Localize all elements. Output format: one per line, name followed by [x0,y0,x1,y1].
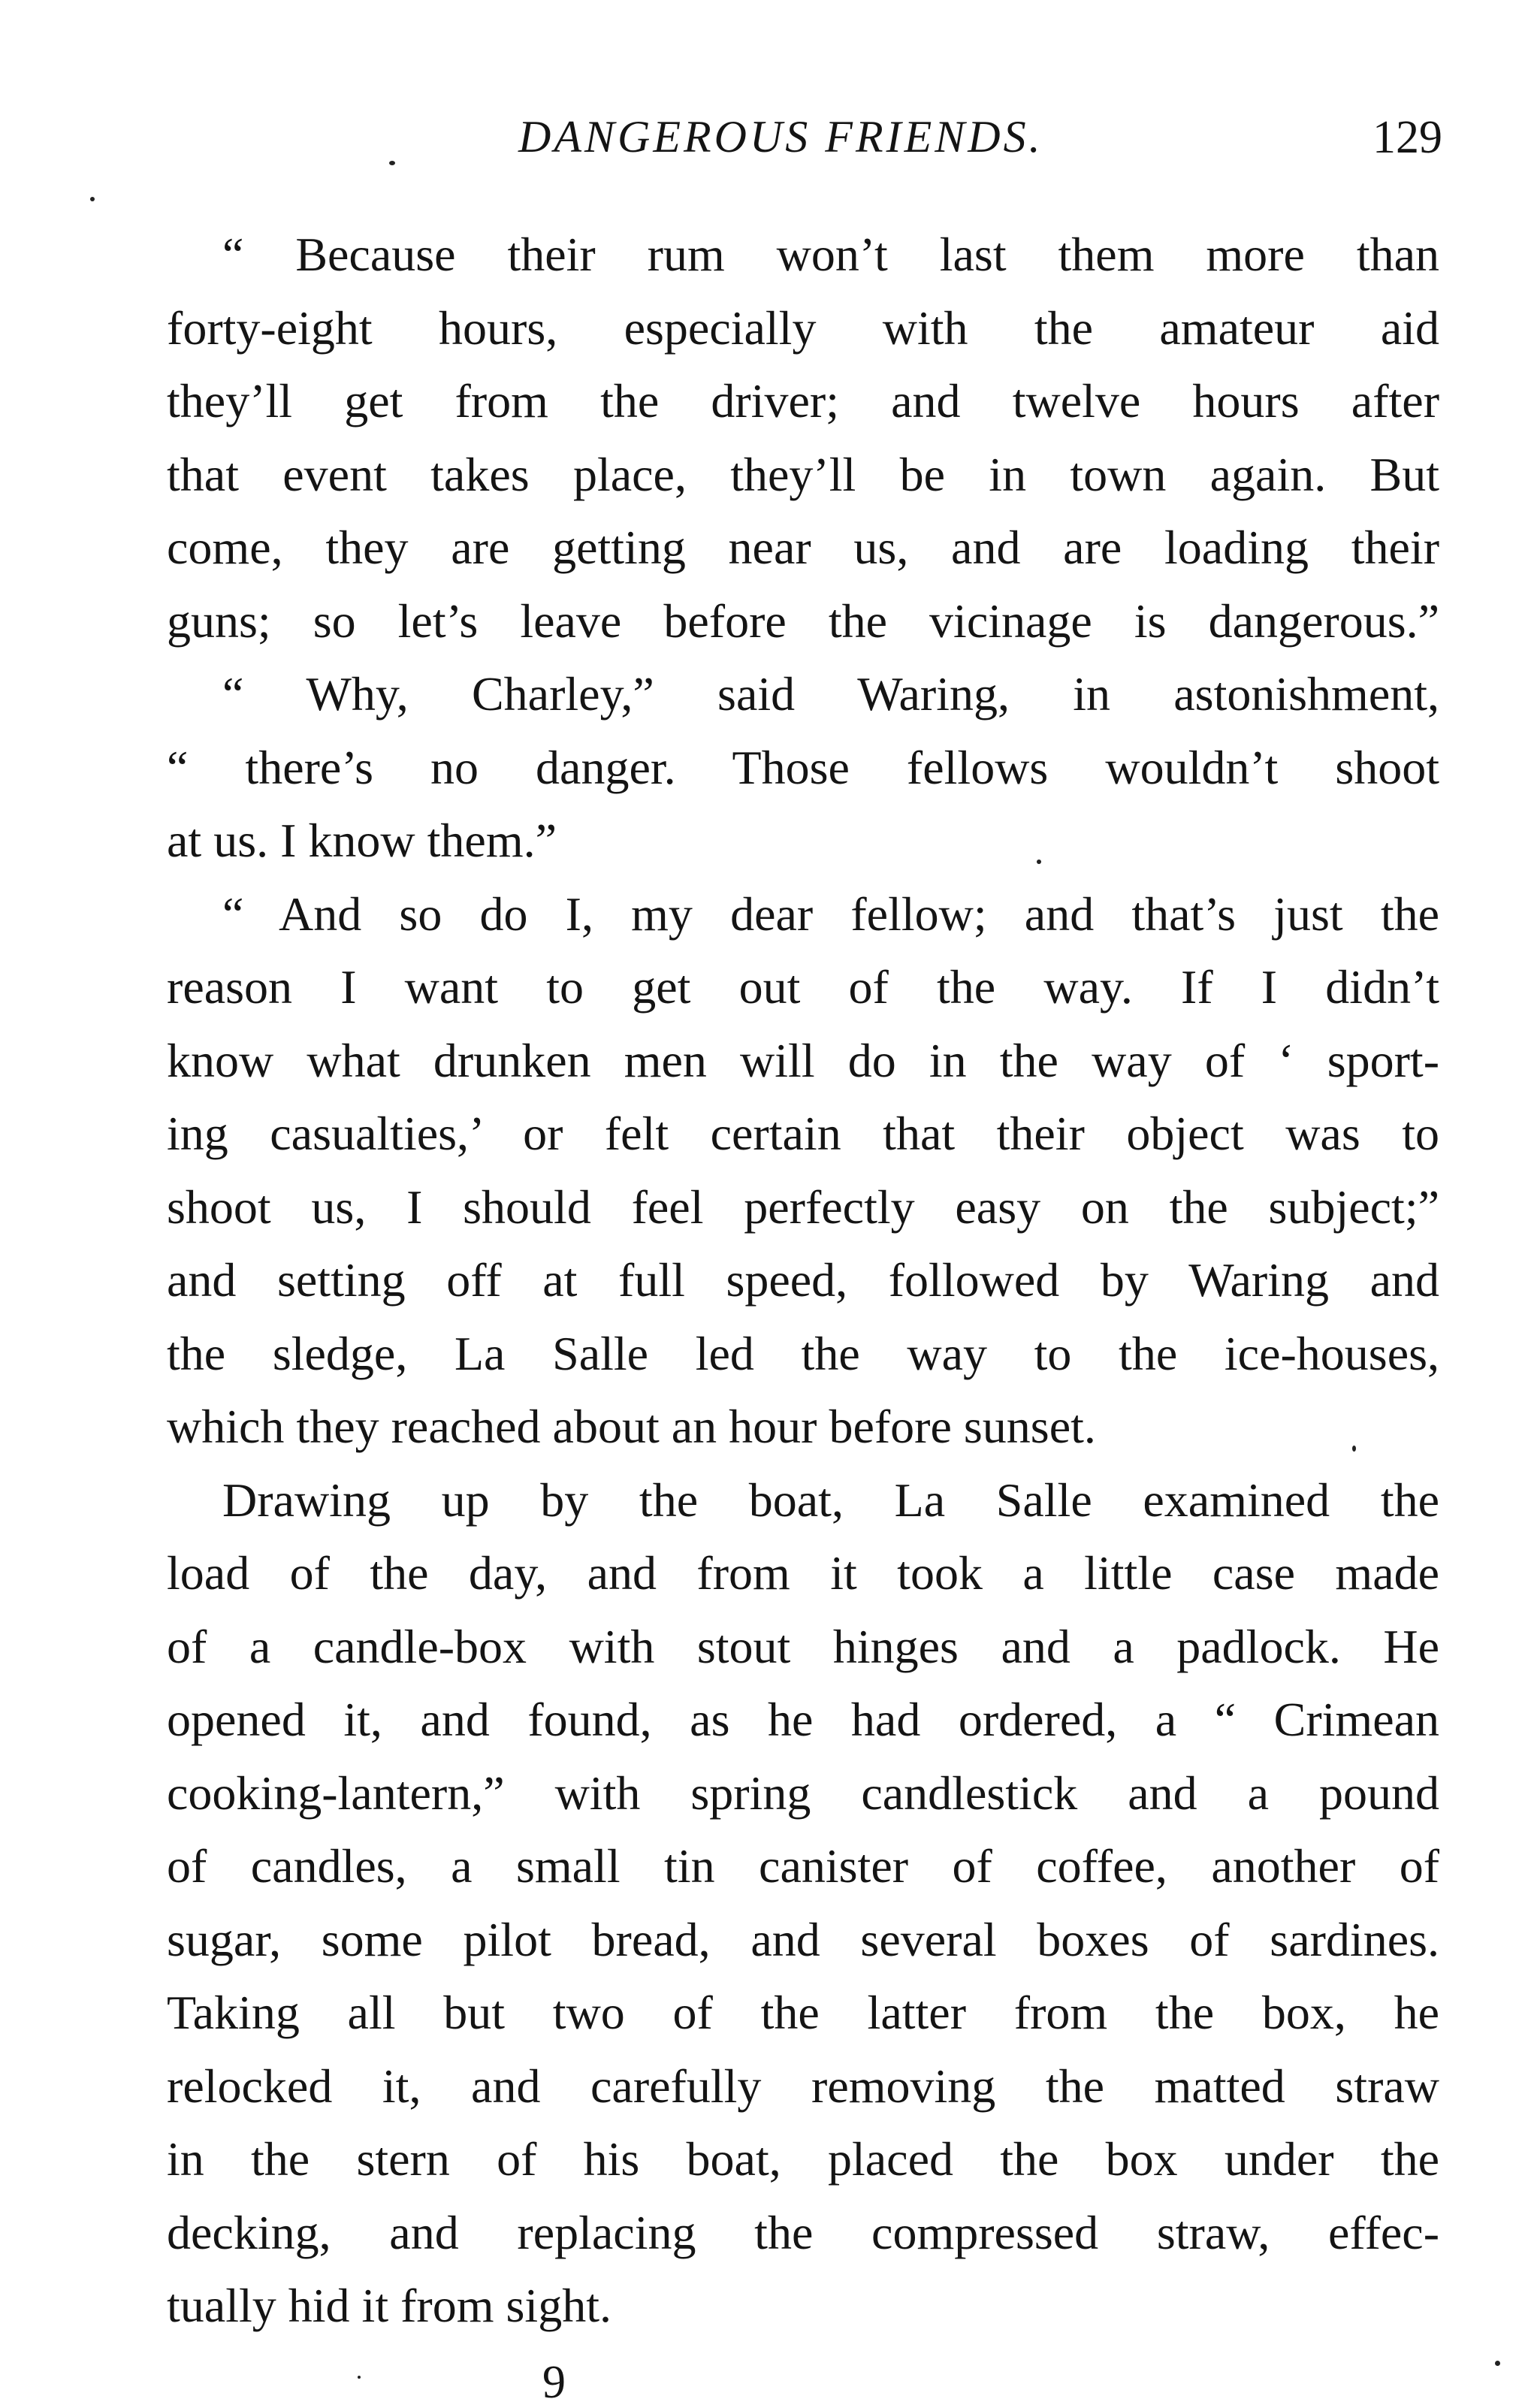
text-line: shoot us, I should feel perfectly easy on the subject;” [167,1180,1439,1234]
text-line: ing casualties,’ or felt certain that their object was to [167,1107,1439,1160]
scan-speck [1037,860,1041,864]
text-line: which they reached about an hour before sunset. [167,1400,1096,1453]
text-line: in the stern of his boat, placed the box under the [167,2132,1439,2186]
text-line: “ there’s no danger. Those fellows wouldn’t shoot [167,740,1439,794]
text-line: Taking all but two of the latter from the box, he [167,1986,1439,2039]
text-line: sugar, some pilot bread, and several boxes of sardines. [167,1912,1439,1966]
body-text [167,218,1439,2343]
text-line: the sledge, La Salle led the way to the ice-houses, [167,1326,1439,1380]
text-line: load of the day, and from it took a little case made [167,1546,1439,1600]
text-line: tually hid it from sight. [167,2279,612,2332]
page-number: 129 [1372,112,1442,163]
scan-speck [389,161,395,165]
text-line: decking, and replacing the compressed straw, effec- [167,2205,1439,2259]
text-line: “ Because their rum won’t last them more than [222,228,1439,281]
running-head [165,105,1442,173]
text-line: guns; so let’s leave before the vicinage is dangerous.” [167,594,1439,648]
text-line: relocked it, and carefully removing the matted straw [167,2059,1439,2113]
text-line: that event takes place, they’ll be in town again. But [167,447,1439,501]
scan-speck [1495,2361,1500,2366]
scan-speck [90,197,95,201]
text-line: and setting off at full speed, followed by Waring and [167,1253,1439,1307]
text-line: Drawing up by the boat, La Salle examined the [222,1473,1439,1527]
text-line: of a candle-box with stout hinges and a padlock. He [167,1619,1439,1673]
text-line: cooking-lantern,” with spring candlestick and a pound [167,1766,1439,1820]
text-line: of candles, a small tin canister of coffee, another of [167,1839,1439,1893]
text-line: they’ll get from the driver; and twelve hours after [167,374,1439,428]
text-line: know what drunken men will do in the way of ‘ sport- [167,1033,1439,1087]
scan-speck [1352,1446,1356,1452]
text-line: come, they are getting near us, and are loading their [167,521,1439,574]
text-line: “ And so do I, my dear fellow; and that’s just the [222,887,1439,941]
signature-mark: 9 [542,2357,566,2408]
text-line: reason I want to get out of the way. If I didn’t [167,960,1439,1014]
text-line: opened it, and found, as he had ordered, a “ Crimean [167,1693,1439,1746]
text-line: at us. I know them.” [167,814,557,867]
running-title: DANGEROUS FRIENDS. [518,112,1043,162]
text-line: forty-eight hours, especially with the amateur aid [167,301,1439,355]
scan-speck [358,2376,361,2379]
text-line: “ Why, Charley,” said Waring, in astonishment, [222,667,1439,721]
